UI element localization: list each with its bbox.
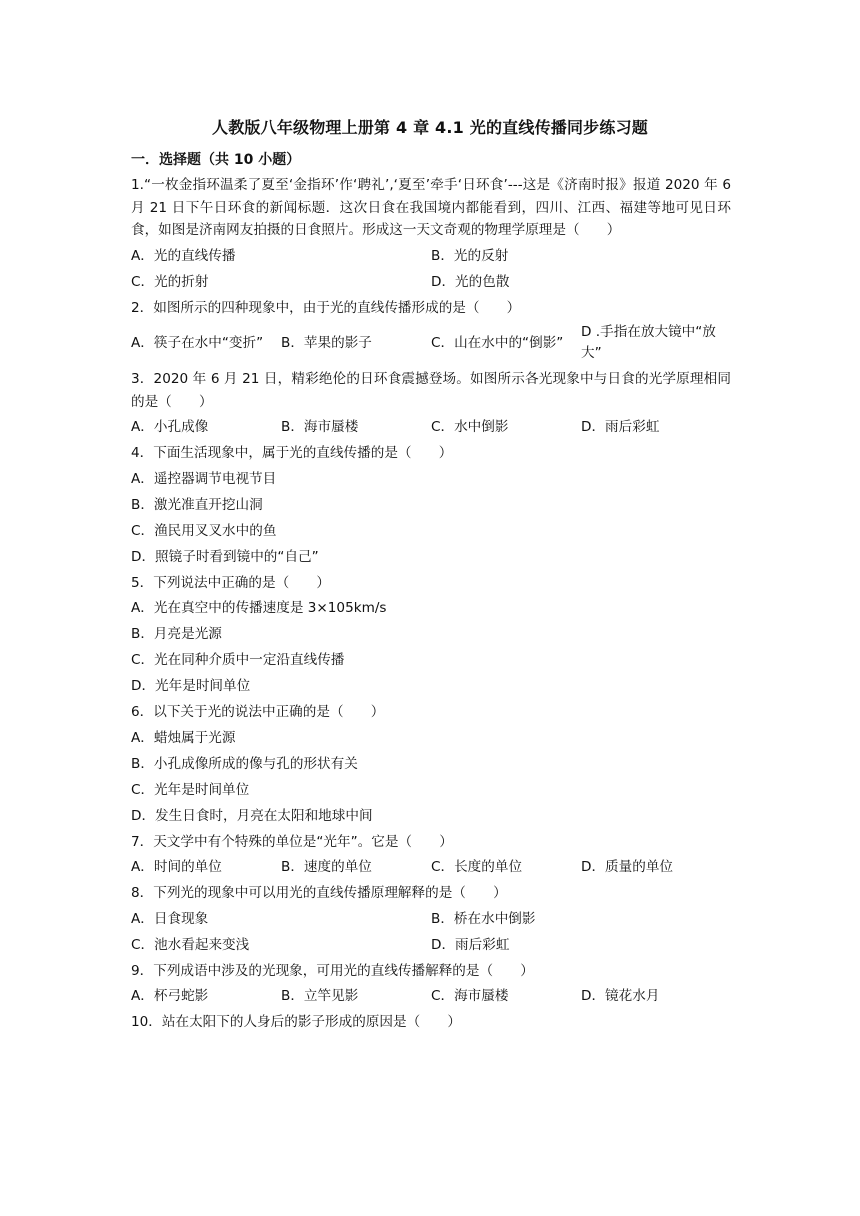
question-stem-9: 9．下列成语中涉及的光现象，可用光的直线传播解释的是（ ） — [131, 962, 534, 979]
question-stem-2: 2．如图所示的四种现象中，由于光的直线传播形成的是（ ） — [131, 299, 521, 316]
question-stem-7: 7．天文学中有个特殊的单位是“光年”。它是（ ） — [131, 833, 453, 850]
option-4-c: C．渔民用叉叉水中的鱼 — [131, 522, 277, 539]
option-5-a: A．光在真空中的传播速度是 3×105km/s — [131, 600, 387, 616]
options-row-4b — [131, 494, 731, 516]
question-stem-3: 3．2020 年 6 月 21 日，精彩绝伦的日环食震撼登场。如图所示各光现象中与日食的光学原理相同的是（ ） — [131, 371, 731, 410]
options-row-5a — [131, 597, 731, 619]
options-row-4c — [131, 520, 731, 542]
option-4-a: A．遥控器调节电视节目 — [131, 470, 277, 487]
option-8-a: A．日食现象 — [131, 910, 209, 927]
options-row-1b — [131, 271, 731, 293]
option-5-b: B．月亮是光源 — [131, 626, 222, 642]
option-8-b: B．桥在水中倒影 — [431, 910, 536, 927]
option-1-a: A．光的直线传播 — [131, 247, 236, 264]
question-stem-4: 4．下面生活现象中，属于光的直线传播的是（ ） — [131, 445, 453, 461]
option-2-c: C．山在水中的“倒影” — [431, 335, 564, 351]
option-3-c: C．水中倒影 — [431, 419, 509, 435]
option-4-b: B．激光准直开挖山洞 — [131, 496, 263, 513]
options-row-8b — [131, 934, 731, 956]
option-1-c: C．光的折射 — [131, 273, 209, 290]
option-2-b: B．苹果的影子 — [281, 335, 372, 351]
option-7-d: D．质量的单位 — [581, 859, 674, 875]
option-2-d: D .手指在放大镜中“放大” — [581, 324, 716, 361]
option-3-b: B．海市蜃楼 — [281, 419, 359, 435]
option-5-c: C．光在同种介质中一定沿直线传播 — [131, 652, 345, 668]
option-5-d: D．光年是时间单位 — [131, 678, 251, 694]
option-4-d: D．照镜子时看到镜中的“自己” — [131, 548, 319, 565]
option-7-a: A．时间的单位 — [131, 859, 222, 875]
option-9-b: B．立竿见影 — [281, 988, 359, 1004]
options-row-4d — [131, 546, 731, 568]
question-stem-10: 10．站在太阳下的人身后的影子形成的原因是（ ） — [131, 1014, 461, 1030]
options-row-5b — [131, 623, 731, 645]
option-7-b: B．速度的单位 — [281, 859, 372, 875]
options-row-8a — [131, 908, 731, 930]
option-3-a: A．小孔成像 — [131, 419, 209, 435]
option-6-c: C．光年是时间单位 — [131, 781, 250, 798]
option-6-a: A．蜡烛属于光源 — [131, 729, 236, 746]
options-row-5d — [131, 675, 731, 697]
options-row-9 — [131, 985, 731, 1007]
option-9-a: A．杯弓蛇影 — [131, 988, 209, 1004]
option-8-c: C．池水看起来变浅 — [131, 936, 250, 953]
option-2-a: A．筷子在水中“变折” — [131, 335, 264, 351]
option-1-b: B．光的反射 — [431, 247, 509, 264]
options-row-5c — [131, 649, 731, 671]
option-1-d: D．光的色散 — [431, 273, 510, 290]
options-row-2 — [131, 322, 731, 364]
options-row-6d — [131, 805, 731, 827]
option-7-c: C．长度的单位 — [431, 859, 523, 875]
options-row-4a — [131, 468, 731, 490]
options-row-1a — [131, 245, 731, 267]
options-row-3 — [131, 416, 731, 438]
options-row-6c — [131, 779, 731, 801]
question-stem-1: 1.“一枚金指环温柔了夏至‘金指环’作‘聘礼’,‘夏至’牵手‘日环食’---这是《济南时报》报道 2020 年 6 月 21 日下午日环食的新闻标题．这次日食在我国境内都能看到，四川、江西、福建等地可见日环食，如图是济南网友拍摄的日食照片。形成这一天文奇观的物理学原理是（ ） — [131, 177, 731, 238]
option-3-d: D．雨后彩虹 — [581, 419, 660, 435]
question-stem-6: 6．以下关于光的说法中正确的是（ ） — [131, 704, 385, 720]
page-title: 人教版八年级物理上册第 4 章 4.1 光的直线传播同步练习题 — [212, 118, 648, 137]
option-9-c: C．海市蜃楼 — [431, 988, 509, 1004]
option-6-d: D．发生日食时，月亮在太阳和地球中间 — [131, 807, 373, 824]
question-stem-8: 8．下列光的现象中可以用光的直线传播原理解释的是（ ） — [131, 885, 507, 901]
question-stem-5: 5．下列说法中正确的是（ ） — [131, 574, 330, 591]
option-6-b: B．小孔成像所成的像与孔的形状有关 — [131, 755, 358, 772]
option-9-d: D．镜花水月 — [581, 988, 660, 1004]
options-row-6a — [131, 727, 731, 749]
question-list — [131, 150, 731, 1034]
options-row-7 — [131, 856, 731, 878]
section-title: 一．选择题（共 10 小题） — [131, 152, 301, 168]
options-row-6b — [131, 753, 731, 775]
option-8-d: D．雨后彩虹 — [431, 936, 510, 953]
